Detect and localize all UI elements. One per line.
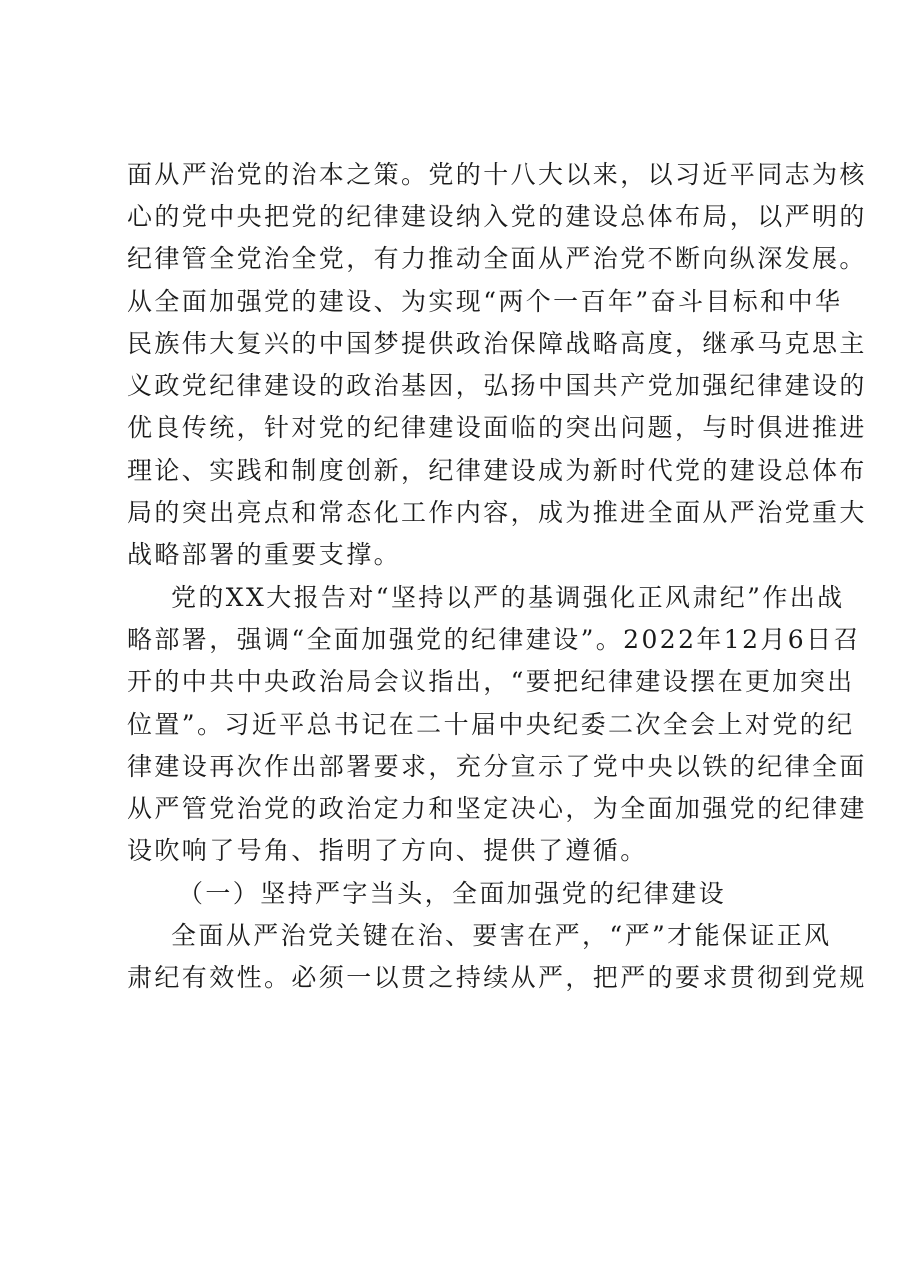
body-text-line: 纪律管全党治全党，有力推动全面从严治党不断向纵深发展。 — [127, 244, 867, 273]
body-text-line: 优良传统，针对党的纪律建设面临的突出问题，与时俱进推进 — [127, 413, 867, 442]
body-text-line: 局的突出亮点和常态化工作内容，成为推进全面从严治党重大 — [127, 498, 867, 527]
body-text-line: 略部署，强调“全面加强党的纪律建设”。2022年12月6日召 — [127, 625, 861, 654]
body-text-line: 位置”。习近平总书记在二十届中央纪委二次全会上对党的纪 — [127, 710, 855, 739]
body-text-line: 民族伟大复兴的中国梦提供政治保障战略高度，继承马克思主 — [127, 329, 867, 358]
body-text-line: 从全面加强党的建设、为实现“两个一百年”奋斗目标和中华 — [127, 287, 843, 316]
section-heading: （一）坚持严字当头，全面加强党的纪律建设 — [178, 879, 727, 908]
body-text-line: 律建设再次作出部署要求，充分宣示了党中央以铁的纪律全面 — [127, 752, 867, 781]
body-text-line: 面从严治党的治本之策。党的十八大以来，以习近平同志为核 — [127, 160, 867, 189]
body-text-line: 心的党中央把党的纪律建设纳入党的建设总体布局，以严明的 — [127, 202, 867, 231]
body-text-line: 从严管党治党的政治定力和坚定决心，为全面加强党的纪律建 — [127, 794, 867, 823]
body-text-line: 肃纪有效性。必须一以贯之持续从严，把严的要求贯彻到党规 — [127, 963, 867, 992]
body-text-line: 理论、实践和制度创新，纪律建设成为新时代党的建设总体布 — [127, 456, 867, 485]
paragraph-first-line: 党的XX大报告对“坚持以严的基调强化正风肃纪”作出战 — [171, 583, 845, 612]
body-text-line: 开的中共中央政治局会议指出，“要把纪律建设摆在更加突出 — [127, 667, 855, 696]
body-text-line: 战略部署的重要支撑。 — [127, 540, 402, 569]
paragraph-first-line: 全面从严治党关键在治、要害在严，“严”才能保证正风 — [171, 921, 832, 950]
body-text-line: 义政党纪律建设的政治基因，弘扬中国共产党加强纪律建设的 — [127, 371, 867, 400]
body-text-line: 设吹响了号角、指明了方向、提供了遵循。 — [127, 836, 648, 865]
